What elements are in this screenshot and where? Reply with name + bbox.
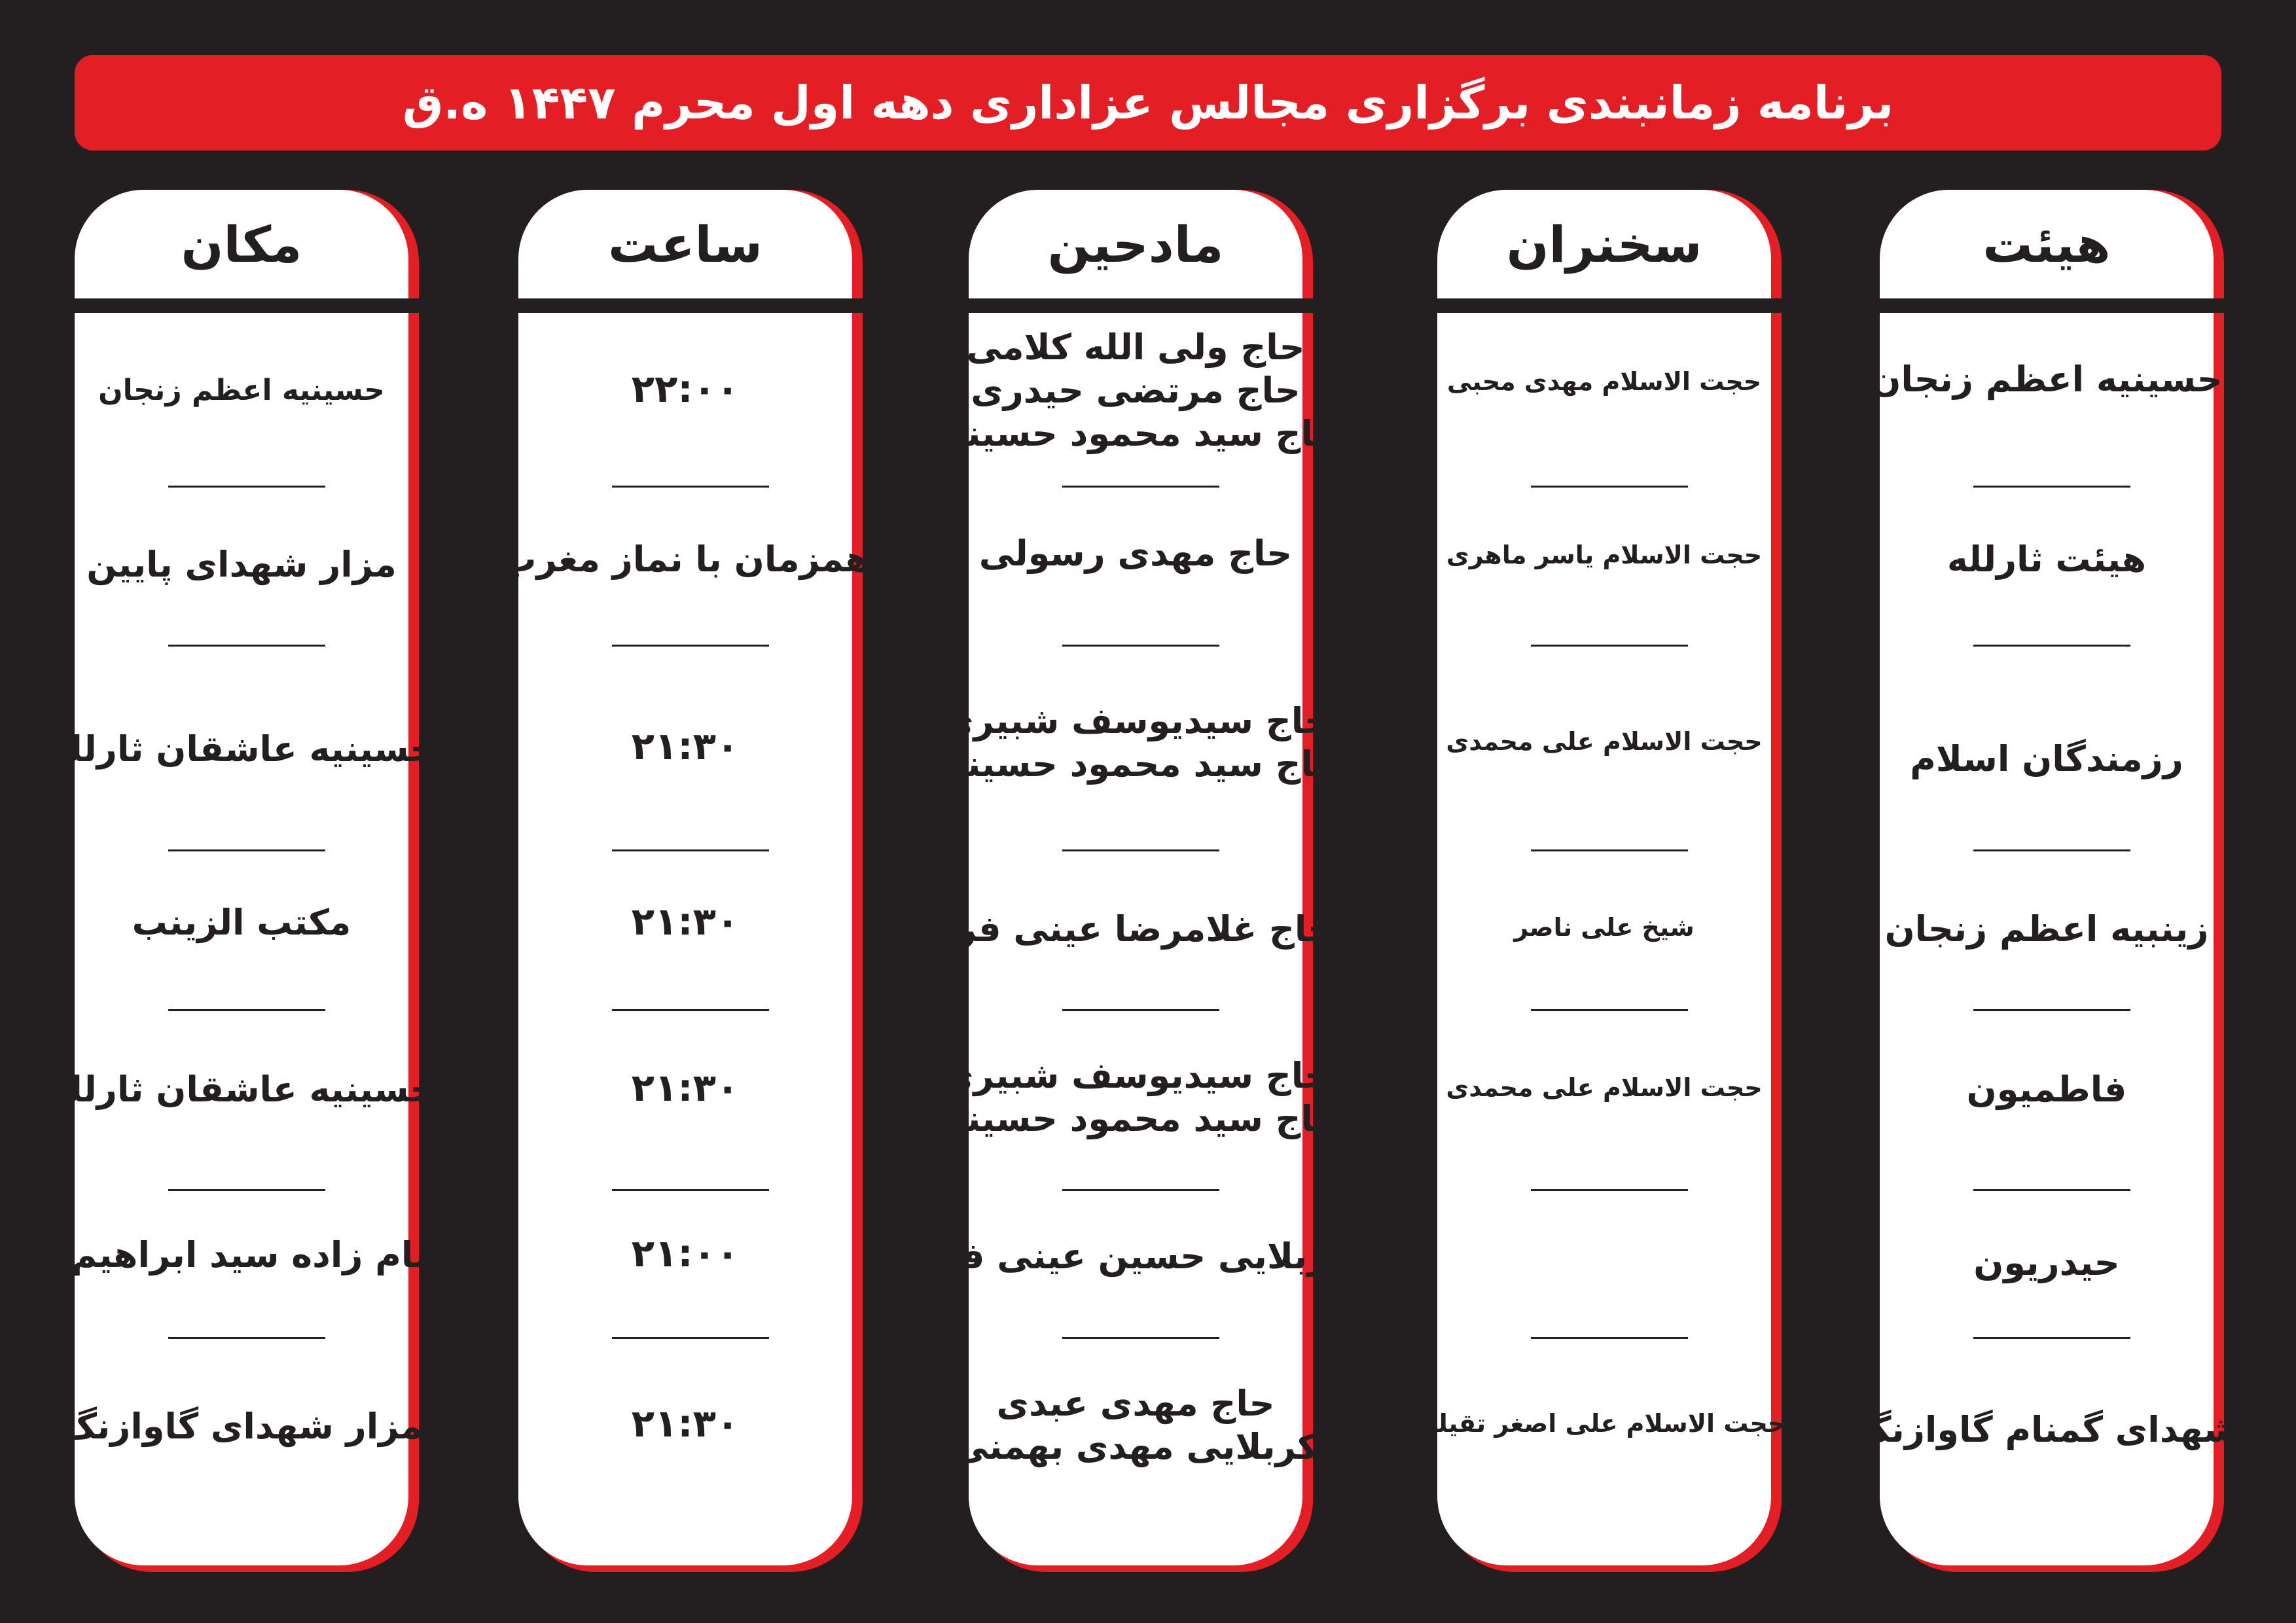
row-divider — [1062, 849, 1219, 851]
row-divider — [1062, 1337, 1219, 1339]
maddah-cell — [921, 1185, 1350, 1329]
row-divider — [1062, 645, 1219, 647]
row-divider — [1062, 1009, 1219, 1011]
place-cell: مزار شهدای پایین — [86, 543, 397, 585]
maddah-name: حاج سید محمود حسینی — [931, 743, 1340, 785]
maddah-cell — [969, 482, 1302, 626]
place-cell: مکتب الزینب — [132, 901, 351, 943]
row-divider — [1531, 849, 1688, 851]
maddah-cell — [931, 1026, 1340, 1169]
time-cell: ۲۲:۰۰ — [631, 366, 740, 411]
speaker-cell: حجت الاسلام علی محمدی — [1446, 1073, 1763, 1102]
maddah-name: حاج سیدیوسف شبیری — [941, 700, 1330, 742]
column-header-heyat: هیئت — [1982, 215, 2111, 274]
maddah-name: حاج سیدیوسف شبیری — [941, 1055, 1330, 1097]
speaker-cell: حجت الاسلام علی اصغر تقیلو — [1422, 1408, 1786, 1438]
maddah-name: حاج سید محمود حسینی — [931, 412, 1340, 454]
row-divider — [1973, 1009, 2130, 1011]
row-divider — [612, 1009, 769, 1011]
row-divider — [168, 486, 325, 488]
row-divider — [168, 1337, 325, 1339]
maddah-cell — [931, 319, 1340, 463]
column-header-place: مکان — [181, 215, 302, 274]
time-cell: ۲۱:۰۰ — [631, 1230, 740, 1275]
column-header-speaker: سخنران — [1506, 215, 1702, 274]
time-cell: ۲۱:۳۰ — [631, 1065, 740, 1110]
maddah-cell — [937, 857, 1334, 1001]
row-divider — [1531, 1009, 1688, 1011]
speaker-cell: حجت الاسلام علی محمدی — [1446, 726, 1763, 756]
heyat-cell: هیئت ثارلله — [1946, 538, 2147, 580]
time-cell: ۲۱:۳۰ — [631, 723, 740, 768]
place-cell: امام زاده سید ابراهیم ع — [34, 1234, 449, 1275]
speaker-cell: حجت الاسلام مهدی محبی — [1446, 366, 1762, 396]
row-divider — [168, 1009, 325, 1011]
column-speaker — [1422, 190, 1786, 1572]
time-cell: ۲۱:۳۰ — [631, 899, 740, 944]
row-divider — [1531, 645, 1688, 647]
maddah-name: حاج سید محمود حسینی — [931, 1098, 1340, 1139]
heyat-cell: شهدای گمنام گاوازنگ — [1855, 1408, 2238, 1450]
page-title: برنامه زمانبندی برگزاری مجالس عزاداری دهه اول محرم ۱۴۴۷ ه.ق — [75, 55, 2221, 151]
place-cell: حسینیه اعظم زنجان — [98, 374, 385, 408]
maddah-name: کربلایی مهدی بهمنی — [953, 1426, 1318, 1467]
maddah-name: حاج مهدی رسولی — [978, 532, 1293, 574]
row-divider — [1973, 1337, 2130, 1339]
row-divider — [1973, 645, 2130, 647]
time-cell: ۲۱:۳۰ — [631, 1400, 740, 1446]
maddah-name: حاج مرتضی حیدری — [971, 370, 1300, 412]
time-cell: همزمان با نماز مغرب — [501, 538, 870, 580]
maddah-cell — [931, 671, 1340, 815]
heyat-cell: حسینیه اعظم زنجان — [1871, 358, 2223, 400]
place-cell: حسینیه عاشقان ثارلله — [47, 728, 436, 770]
maddah-name: حاج مهدی عبدی — [996, 1383, 1275, 1425]
column-time — [501, 190, 870, 1572]
heyat-cell: رزمندگان اسلام — [1910, 738, 2183, 779]
place-cell: حسینیه عاشقان ثارلله — [47, 1068, 436, 1110]
heyat-cell: زینبیه اعظم زنجان — [1884, 908, 2209, 950]
row-divider — [1531, 1337, 1688, 1339]
speaker-cell: شیخ علی ناصر — [1514, 912, 1695, 942]
speaker-cell — [1437, 1185, 1771, 1329]
maddah-cell — [953, 1353, 1318, 1497]
maddah-name: حاج غلامرضا عینی فرد — [937, 908, 1334, 950]
maddah-name: حاج ولی الله کلامی — [966, 327, 1305, 368]
row-divider — [612, 645, 769, 647]
heyat-cell: حیدریون — [1973, 1241, 2120, 1283]
column-maddah — [921, 190, 1350, 1572]
row-divider — [1973, 849, 2130, 851]
column-heyat — [1855, 190, 2238, 1572]
column-place — [34, 190, 449, 1572]
maddah-name: کربلایی حسین عینی فرد — [921, 1235, 1350, 1277]
speaker-cell: حجت الاسلام یاسر ماهری — [1446, 540, 1763, 569]
column-header-time: ساعت — [608, 215, 762, 274]
row-divider — [168, 645, 325, 647]
column-header-maddah: مادحین — [1047, 215, 1224, 274]
heyat-cell: فاطمیون — [1966, 1068, 2127, 1110]
row-divider — [612, 1337, 769, 1339]
place-cell: مزار شهدای گاوازنگ — [60, 1405, 423, 1447]
